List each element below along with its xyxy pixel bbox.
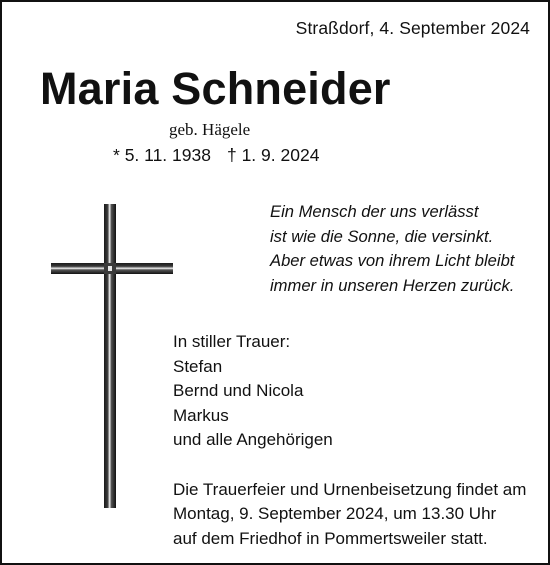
quote-line: immer in unseren Herzen zurück. — [270, 275, 515, 295]
life-dates — [113, 145, 319, 166]
place-and-date: Straßdorf, 4. September 2024 — [295, 18, 530, 38]
quote-line: Ein Mensch der uns verlässt — [270, 202, 479, 221]
mourner-name: Bernd und Nicola — [173, 381, 304, 401]
mourners-heading: In stiller Trauer: — [173, 332, 291, 351]
mourner-name: Markus — [173, 405, 229, 425]
latin-cross-icon — [51, 204, 173, 508]
service-line: Montag, 9. September 2024, um 13.30 Uhr — [173, 504, 497, 524]
maiden-name: geb. Hägele — [169, 120, 251, 139]
birth-date: 5. 11. 1938 — [124, 145, 211, 165]
quote — [270, 200, 514, 298]
deceased-name: Maria Schneider — [40, 63, 391, 114]
service-line: auf dem Friedhof in Pommertsweiler statt. — [173, 528, 488, 548]
mourners-block — [173, 330, 333, 453]
mourner-name: und alle Angehörigen — [173, 430, 333, 450]
quote-line: Aber etwas von ihrem Licht bleibt — [270, 251, 515, 270]
service-info — [173, 478, 526, 551]
death-symbol: † — [226, 145, 237, 165]
service-line: Die Trauerfeier und Urnenbeisetzung findet am — [173, 480, 527, 499]
quote-line: ist wie die Sonne, die versinkt. — [270, 226, 494, 246]
birth-symbol: * — [113, 145, 120, 165]
mourner-name: Stefan — [173, 356, 223, 376]
death-date: 1. 9. 2024 — [241, 145, 320, 165]
